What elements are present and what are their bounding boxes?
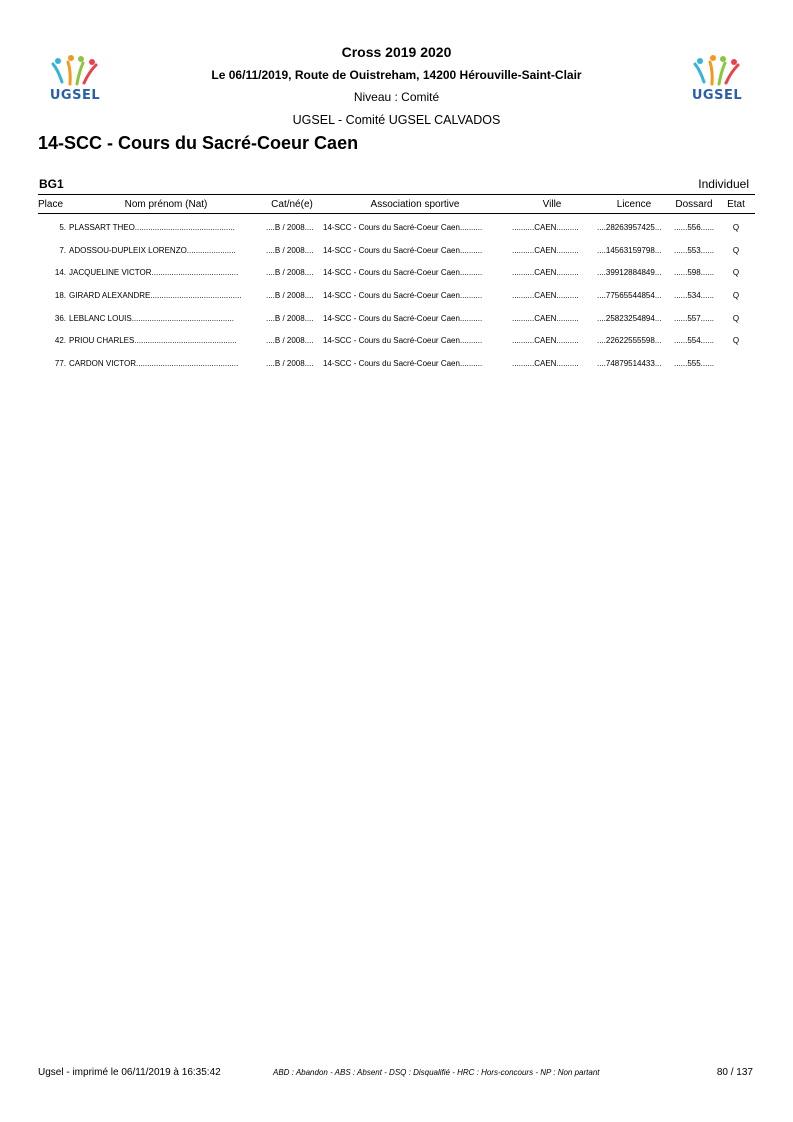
col-header-etat: Etat	[727, 199, 745, 210]
row-name: PLASSART THEO.............................................	[69, 223, 235, 232]
row-licence: ....22622555598...	[597, 336, 662, 345]
row-licence: ....74879514433...	[597, 359, 662, 368]
event-subtitle: Le 06/11/2019, Route de Ouistreham, 14200 Hérouville-Saint-Clair	[211, 68, 582, 82]
row-cat: ....B / 2008....	[266, 291, 314, 300]
row-ville: ..........CAEN..........	[512, 223, 579, 232]
event-level: Niveau : Comité	[353, 90, 440, 104]
row-place: 77.	[54, 359, 66, 368]
row-place: 18.	[54, 291, 66, 300]
row-dossard: ......553......	[674, 246, 715, 255]
col-header-place: Place	[38, 199, 64, 210]
table-row	[0, 314, 793, 328]
table-row	[0, 246, 793, 260]
row-licence: ....77565544854...	[597, 291, 662, 300]
row-cat: ....B / 2008....	[266, 314, 314, 323]
footer-printed-date: Ugsel - imprimé le 06/11/2019 à 16:35:42	[38, 1067, 221, 1078]
table-row	[0, 359, 793, 373]
col-header-cat: Cat/né(e)	[271, 199, 313, 210]
row-licence: ....14563159798...	[597, 246, 662, 255]
group-label: BG1	[39, 177, 64, 191]
event-title: Cross 2019 2020	[341, 44, 452, 60]
row-dossard: ......557......	[674, 314, 715, 323]
row-ville: ..........CAEN..........	[512, 314, 579, 323]
table-row	[0, 336, 793, 350]
row-name: PRIOU CHARLES..............................................	[69, 336, 237, 345]
row-place: 36.	[54, 314, 66, 323]
row-cat: ....B / 2008....	[266, 268, 314, 277]
row-cat: ....B / 2008....	[266, 246, 314, 255]
row-dossard: ......554......	[674, 336, 715, 345]
ugsel-wordmark: UGSEL	[49, 88, 101, 103]
row-licence: ....28263957425...	[597, 223, 662, 232]
row-licence: ....25823254894...	[597, 314, 662, 323]
row-etat: Q	[732, 291, 740, 300]
row-etat: Q	[732, 314, 740, 323]
row-place: 14.	[54, 268, 66, 277]
table-top-rule	[38, 194, 755, 195]
club-title: 14-SCC - Cours du Sacré-Coeur Caen	[38, 133, 359, 153]
row-cat: ....B / 2008....	[266, 336, 314, 345]
col-header-dossard: Dossard	[675, 199, 713, 210]
row-assoc: 14-SCC - Cours du Sacré-Coeur Caen..........	[323, 223, 483, 232]
row-etat: Q	[732, 246, 740, 255]
row-assoc: 14-SCC - Cours du Sacré-Coeur Caen..........	[323, 336, 483, 345]
row-ville: ..........CAEN..........	[512, 268, 579, 277]
row-cat: ....B / 2008....	[266, 359, 314, 368]
row-name: JACQUELINE VICTOR.......................................	[69, 268, 239, 277]
row-assoc: 14-SCC - Cours du Sacré-Coeur Caen..........	[323, 314, 483, 323]
row-ville: ..........CAEN..........	[512, 291, 579, 300]
table-row	[0, 268, 793, 282]
row-assoc: 14-SCC - Cours du Sacré-Coeur Caen..........	[323, 268, 483, 277]
row-dossard: ......555......	[674, 359, 715, 368]
row-name: LEBLANC LOUIS..............................................	[69, 314, 234, 323]
footer-legend: ABD : Abandon - ABS : Absent - DSQ : Disqualifié - HRC : Hors-concours - NP : Non partant	[273, 1068, 600, 1077]
group-type: Individuel	[698, 177, 749, 191]
row-dossard: ......556......	[674, 223, 715, 232]
row-ville: ..........CAEN..........	[512, 359, 579, 368]
table-row	[0, 291, 793, 305]
row-place: 5.	[59, 223, 66, 232]
page-number: 80 / 137	[716, 1067, 753, 1078]
row-dossard: ......534......	[674, 291, 715, 300]
col-header-licence: Licence	[616, 199, 652, 210]
event-committee: UGSEL - Comité UGSEL CALVADOS	[292, 113, 501, 127]
row-assoc: 14-SCC - Cours du Sacré-Coeur Caen..........	[323, 291, 483, 300]
row-assoc: 14-SCC - Cours du Sacré-Coeur Caen..........	[323, 359, 483, 368]
row-etat: Q	[732, 223, 740, 232]
row-licence: ....39912884849...	[597, 268, 662, 277]
table-row	[0, 223, 793, 237]
row-name: ADOSSOU-DUPLEIX LORENZO......................	[69, 246, 236, 255]
row-name: GIRARD ALEXANDRE.........................................	[69, 291, 242, 300]
row-etat: Q	[732, 336, 740, 345]
row-ville: ..........CAEN..........	[512, 246, 579, 255]
row-assoc: 14-SCC - Cours du Sacré-Coeur Caen..........	[323, 246, 483, 255]
ugsel-wordmark: UGSEL	[691, 88, 743, 103]
row-ville: ..........CAEN..........	[512, 336, 579, 345]
col-header-name: Nom prénom (Nat)	[124, 199, 208, 210]
row-place: 7.	[59, 246, 66, 255]
col-header-assoc: Association sportive	[370, 199, 460, 210]
row-dossard: ......598......	[674, 268, 715, 277]
col-header-ville: Ville	[542, 199, 562, 210]
row-cat: ....B / 2008....	[266, 223, 314, 232]
table-header-rule	[38, 213, 755, 214]
row-name: CARDON VICTOR..............................................	[69, 359, 239, 368]
row-etat: Q	[732, 268, 740, 277]
row-place: 42.	[54, 336, 66, 345]
